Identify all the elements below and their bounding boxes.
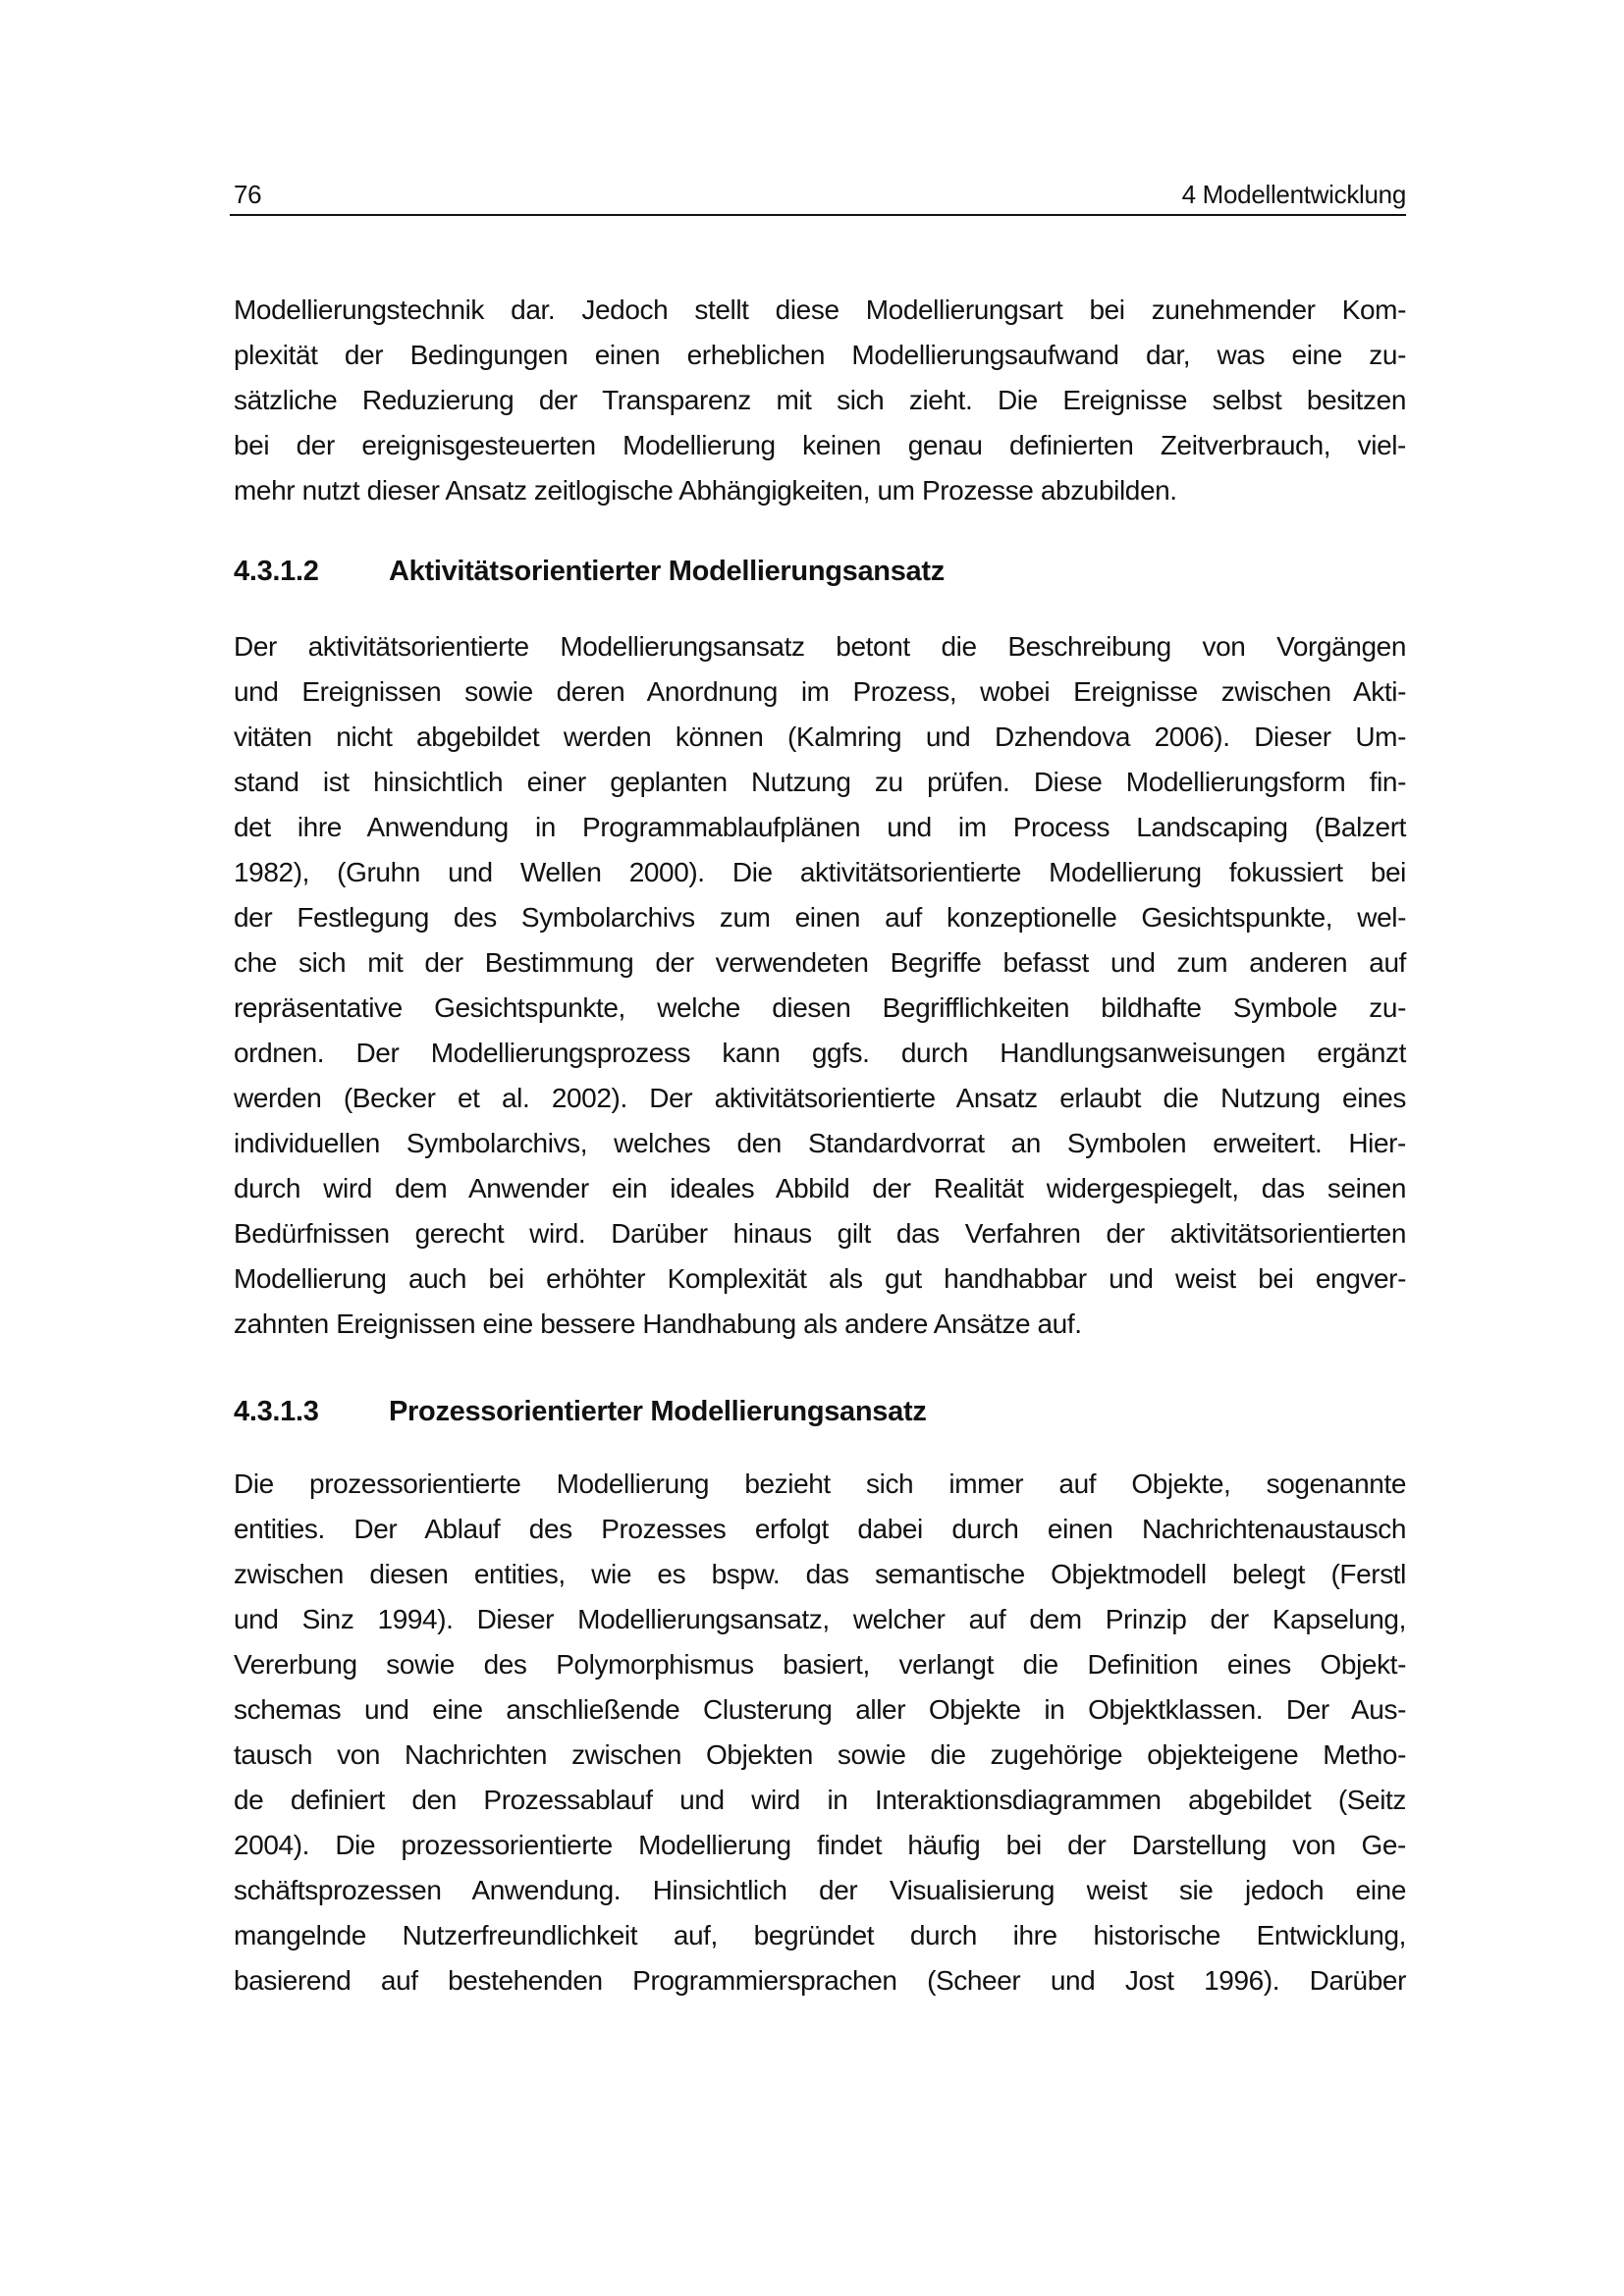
- text-line: zwischen diesen entities, wie es bspw. das semantische Objektmodell belegt (Ferstl: [234, 1559, 1406, 1589]
- text-line: mangelnde Nutzerfreundlichkeit auf, begründet durch ihre historische Entwicklung,: [234, 1920, 1406, 1950]
- text-line: schäftsprozessen Anwendung. Hinsichtlich der Visualisierung weist sie jedoch eine: [234, 1875, 1406, 1905]
- text-line: durch wird dem Anwender ein ideales Abbild der Realität widergespiegelt, das seinen: [234, 1173, 1406, 1203]
- text-line: 2004). Die prozessorientierte Modellierung findet häufig bei der Darstellung von Ge-: [234, 1830, 1406, 1860]
- text-line: der Festlegung des Symbolarchivs zum einen auf konzeptionelle Gesichtspunkte, wel-: [234, 902, 1406, 933]
- text-line: repräsentative Gesichtspunkte, welche diesen Begrifflichkeiten bildhafte Symbole zu-: [234, 992, 1406, 1023]
- header-rule: [230, 214, 1406, 216]
- text-line: Die prozessorientierte Modellierung bezieht sich immer auf Objekte, sogenannte: [234, 1468, 1406, 1499]
- text-line: Bedürfnissen gerecht wird. Darüber hinaus gilt das Verfahren der aktivitätsorientierten: [234, 1218, 1406, 1249]
- running-header-chapter: 4 Modellentwicklung: [1181, 180, 1406, 209]
- text-line: werden (Becker et al. 2002). Der aktivitätsorientierte Ansatz erlaubt die Nutzung eines: [234, 1083, 1406, 1113]
- section-heading-4-3-1-2: [234, 556, 945, 588]
- text-line: stand ist hinsichtlich einer geplanten Nutzung zu prüfen. Diese Modellierungsform fin-: [234, 767, 1406, 797]
- text-line: schemas und eine anschließende Clusterung aller Objekte in Objektklassen. Der Aus-: [234, 1694, 1406, 1725]
- text-line: Modellierung auch bei erhöhter Komplexität als gut handhabbar und weist bei engver-: [234, 1263, 1406, 1294]
- section-title: Prozessorientierter Modellierungsansatz: [389, 1396, 927, 1427]
- text-line: det ihre Anwendung in Programmablaufplänen und im Process Landscaping (Balzert: [234, 812, 1406, 842]
- section-heading-4-3-1-3: [234, 1396, 927, 1428]
- section-number: 4.3.1.2: [234, 556, 319, 587]
- text-line: Vererbung sowie des Polymorphismus basiert, verlangt die Definition eines Objekt-: [234, 1649, 1406, 1680]
- text-line: mehr nutzt dieser Ansatz zeitlogische Abhängigkeiten, um Prozesse abzubilden.: [234, 475, 1177, 506]
- text-line: basierend auf bestehenden Programmiersprachen (Scheer und Jost 1996). Darüber: [234, 1965, 1406, 1996]
- paragraph-2: [234, 624, 1406, 1347]
- text-line: individuellen Symbolarchivs, welches den Standardvorrat an Symbolen erweitert. Hier-: [234, 1128, 1406, 1158]
- text-line: 1982), (Gruhn und Wellen 2000). Die aktivitätsorientierte Modellierung fokussiert bei: [234, 857, 1406, 887]
- text-line: und Ereignissen sowie deren Anordnung im Prozess, wobei Ereignisse zwischen Akti-: [234, 676, 1406, 707]
- text-line: zahnten Ereignissen eine bessere Handhabung als andere Ansätze auf.: [234, 1308, 1082, 1339]
- text-line: ordnen. Der Modellierungsprozess kann ggfs. durch Handlungsanweisungen ergänzt: [234, 1038, 1406, 1068]
- paragraph-1: [234, 288, 1406, 513]
- paragraph-3: [234, 1462, 1406, 2003]
- text-line: plexität der Bedingungen einen erheblichen Modellierungsaufwand dar, was eine zu-: [234, 340, 1406, 370]
- text-line: tausch von Nachrichten zwischen Objekten sowie die zugehörige objekteigene Metho-: [234, 1739, 1406, 1770]
- text-line: de definiert den Prozessablauf und wird in Interaktionsdiagrammen abgebildet (Seitz: [234, 1785, 1406, 1815]
- text-line: che sich mit der Bestimmung der verwendeten Begriffe befasst und zum anderen auf: [234, 947, 1406, 978]
- text-line: entities. Der Ablauf des Prozesses erfolgt dabei durch einen Nachrichtenaustausch: [234, 1514, 1406, 1544]
- text-line: sätzliche Reduzierung der Transparenz mit sich zieht. Die Ereignisse selbst besitzen: [234, 385, 1406, 415]
- text-line: bei der ereignisgesteuerten Modellierung keinen genau definierten Zeitverbrauch, viel-: [234, 430, 1406, 460]
- text-line: und Sinz 1994). Dieser Modellierungsansatz, welcher auf dem Prinzip der Kapselung,: [234, 1604, 1406, 1634]
- text-line: Der aktivitätsorientierte Modellierungsansatz betont die Beschreibung von Vorgängen: [234, 631, 1406, 662]
- section-number: 4.3.1.3: [234, 1396, 319, 1427]
- section-title: Aktivitätsorientierter Modellierungsansatz: [389, 556, 945, 587]
- text-line: vitäten nicht abgebildet werden können (Kalmring und Dzhendova 2006). Dieser Um-: [234, 721, 1406, 752]
- page-number: 76: [234, 180, 262, 209]
- text-line: Modellierungstechnik dar. Jedoch stellt diese Modellierungsart bei zunehmender Kom-: [234, 294, 1406, 325]
